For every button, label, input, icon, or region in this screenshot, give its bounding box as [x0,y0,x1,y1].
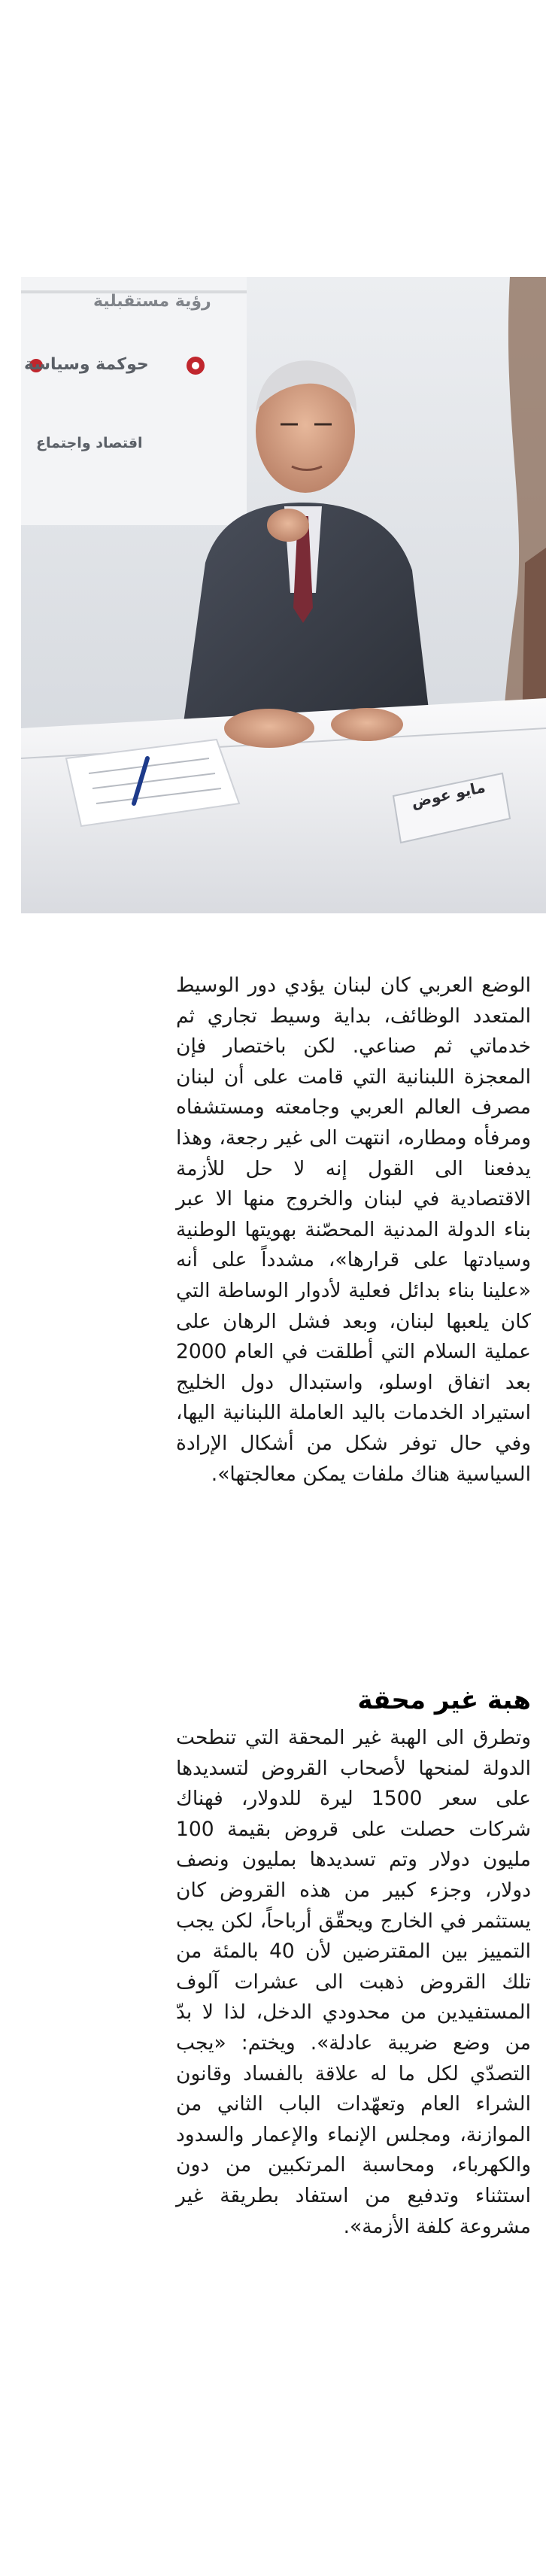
section-heading: هبة غير محقة [357,1685,531,1715]
article-paragraph-2 [176,1723,531,2242]
nameplate-text: مايو عوض [409,777,487,812]
paragraph-text: وتطرق الى الهبة غير المحقة التي تنطحت الدولة لمنحها لأصحاب القروض لتسديدها على سعر 1500 ليرة للدولار، فهناك شركات حصلت على قروض بقيمة 100 مليون دولار وتم تسديدها بمليون ونصف دولار، وجزء كبير من هذه القروض كان يستثمر في الخارج ويحقّق أرباحاً، لكن يجب التمييز بين المقترضين لأن 40 بالمئة من تلك القروض ذهبت الى عشرات آلوف المستفيدين من محدودي الدخل، لذا لا بدّ من وضع ضريبة عادلة». ويختم: «يجب التصدّي لكل ما له علاقة بالفساد وقانون الشراء العام وتعهّدات الباب الثاني من الموازنة، ومجلس الإنماء والإعمار والسدود والكهرباء، ومحاسبة المرتكبين من دون استثناء وتدفيع من استفاد بطريقة غير مشروعة كلفة الأزمة». [176,1726,532,2238]
paragraph-text: الوضع العربي كان لبنان يؤدي دور الوسيط المتعدد الوظائف، بداية وسيط تجاري ثم خدماتي ثم صناعي. لكن باختصار فإن المعجزة اللبنانية التي قامت على أن لبنان مصرف العالم العربي وجامعته ومستشفاه ومرفأه ومطاره، انتهت الى غير رجعة، وهذا يدفعنا الى القول إنه لا حل للأزمة الاقتصادية في لبنان والخروج منها الا عبر بناء الدولة المدنية المحصّنة بهويتها الوطنية وسيادتها على قرارها»، مشدداً على أنه «علينا بناء بدائل فعلية لأدوار الوساطة التي كان يلعبها لبنان، وبعد فشل الرهان على عملية السلام التي أطلقت في العام 2000 بعد اتفاق اوسلو، واستبدال دول الخليج استيراد الخدمات باليد العاملة اللبنانية اليها، وفي حال توفر شكل من أشكال الإرادة السياسية هناك ملفات يمكن معالجتها». [176,974,531,1486]
banner-line: اقتصاد واجتماع [36,435,143,451]
banner-line: حوكمة وسياسة [24,355,149,374]
article-paragraph-1 [176,971,531,1490]
banner-line: رؤية مستقبلية [93,292,211,311]
article-photo [21,277,546,913]
banner-panel [21,277,247,525]
